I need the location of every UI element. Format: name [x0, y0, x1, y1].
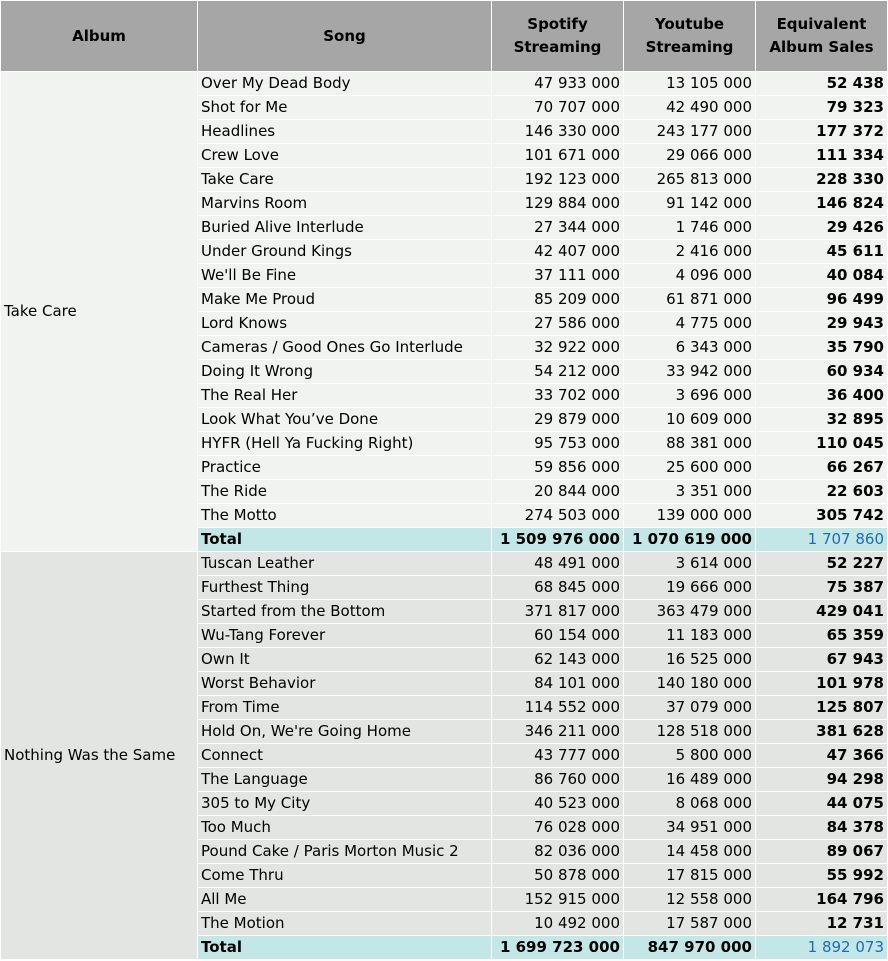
spotify-cell: 59 856 000 [492, 456, 624, 480]
song-cell: Look What You’ve Done [198, 408, 492, 432]
spotify-cell: 371 817 000 [492, 600, 624, 624]
eas-cell: 66 267 [756, 456, 888, 480]
song-cell: The Real Her [198, 384, 492, 408]
spotify-cell: 42 407 000 [492, 240, 624, 264]
spotify-cell: 70 707 000 [492, 96, 624, 120]
song-cell: Practice [198, 456, 492, 480]
song-cell: Pound Cake / Paris Morton Music 2 [198, 840, 492, 864]
total-youtube-cell: 1 070 619 000 [624, 528, 756, 552]
spotify-cell: 33 702 000 [492, 384, 624, 408]
eas-cell: 305 742 [756, 504, 888, 528]
spotify-cell: 114 552 000 [492, 696, 624, 720]
spotify-cell: 29 879 000 [492, 408, 624, 432]
spotify-cell: 146 330 000 [492, 120, 624, 144]
eas-cell: 45 611 [756, 240, 888, 264]
youtube-cell: 91 142 000 [624, 192, 756, 216]
song-cell: Under Ground Kings [198, 240, 492, 264]
song-cell: Doing It Wrong [198, 360, 492, 384]
song-cell: The Ride [198, 480, 492, 504]
song-cell: 305 to My City [198, 792, 492, 816]
song-cell: The Motion [198, 912, 492, 936]
spotify-cell: 152 915 000 [492, 888, 624, 912]
eas-cell: 47 366 [756, 744, 888, 768]
eas-cell: 164 796 [756, 888, 888, 912]
song-cell: Tuscan Leather [198, 552, 492, 576]
eas-cell: 111 334 [756, 144, 888, 168]
eas-cell: 36 400 [756, 384, 888, 408]
total-label-cell: Total [198, 936, 492, 960]
youtube-cell: 25 600 000 [624, 456, 756, 480]
youtube-cell: 11 183 000 [624, 624, 756, 648]
youtube-cell: 37 079 000 [624, 696, 756, 720]
youtube-cell: 6 343 000 [624, 336, 756, 360]
eas-cell: 52 227 [756, 552, 888, 576]
eas-cell: 79 323 [756, 96, 888, 120]
spotify-cell: 37 111 000 [492, 264, 624, 288]
youtube-cell: 1 746 000 [624, 216, 756, 240]
song-cell: HYFR (Hell Ya Fucking Right) [198, 432, 492, 456]
eas-cell: 29 426 [756, 216, 888, 240]
spotify-cell: 129 884 000 [492, 192, 624, 216]
song-cell: Too Much [198, 816, 492, 840]
spotify-cell: 10 492 000 [492, 912, 624, 936]
song-cell: Crew Love [198, 144, 492, 168]
youtube-cell: 10 609 000 [624, 408, 756, 432]
eas-cell: 110 045 [756, 432, 888, 456]
total-youtube-cell: 847 970 000 [624, 936, 756, 960]
header-row [1, 1, 888, 72]
spotify-cell: 95 753 000 [492, 432, 624, 456]
spotify-cell: 47 933 000 [492, 72, 624, 96]
youtube-cell: 42 490 000 [624, 96, 756, 120]
eas-cell: 22 603 [756, 480, 888, 504]
eas-cell: 35 790 [756, 336, 888, 360]
spotify-cell: 50 878 000 [492, 864, 624, 888]
album-name-cell: Nothing Was the Same [1, 552, 198, 960]
spotify-cell: 40 523 000 [492, 792, 624, 816]
spotify-cell: 76 028 000 [492, 816, 624, 840]
youtube-cell: 29 066 000 [624, 144, 756, 168]
youtube-cell: 3 351 000 [624, 480, 756, 504]
eas-cell: 101 978 [756, 672, 888, 696]
spotify-cell: 84 101 000 [492, 672, 624, 696]
spotify-cell: 82 036 000 [492, 840, 624, 864]
eas-cell: 125 807 [756, 696, 888, 720]
eas-cell: 177 372 [756, 120, 888, 144]
total-spotify-cell: 1 699 723 000 [492, 936, 624, 960]
eas-cell: 40 084 [756, 264, 888, 288]
youtube-cell: 16 525 000 [624, 648, 756, 672]
eas-cell: 146 824 [756, 192, 888, 216]
table-row [1, 552, 888, 576]
spotify-cell: 62 143 000 [492, 648, 624, 672]
eas-cell: 381 628 [756, 720, 888, 744]
spotify-cell: 85 209 000 [492, 288, 624, 312]
song-cell: Headlines [198, 120, 492, 144]
song-cell: Make Me Proud [198, 288, 492, 312]
header-eas: Equivalent Album Sales [756, 1, 888, 72]
youtube-cell: 3 614 000 [624, 552, 756, 576]
song-cell: The Motto [198, 504, 492, 528]
eas-cell: 29 943 [756, 312, 888, 336]
song-cell: Come Thru [198, 864, 492, 888]
spotify-cell: 54 212 000 [492, 360, 624, 384]
header-song: Song [198, 1, 492, 72]
total-spotify-cell: 1 509 976 000 [492, 528, 624, 552]
youtube-cell: 265 813 000 [624, 168, 756, 192]
table-row [1, 72, 888, 96]
song-cell: Buried Alive Interlude [198, 216, 492, 240]
eas-cell: 67 943 [756, 648, 888, 672]
eas-cell: 52 438 [756, 72, 888, 96]
eas-cell: 60 934 [756, 360, 888, 384]
eas-cell: 75 387 [756, 576, 888, 600]
eas-cell: 55 992 [756, 864, 888, 888]
youtube-cell: 243 177 000 [624, 120, 756, 144]
spotify-cell: 68 845 000 [492, 576, 624, 600]
youtube-cell: 4 775 000 [624, 312, 756, 336]
youtube-cell: 2 416 000 [624, 240, 756, 264]
spotify-cell: 20 844 000 [492, 480, 624, 504]
song-cell: Started from the Bottom [198, 600, 492, 624]
song-cell: From Time [198, 696, 492, 720]
song-cell: We'll Be Fine [198, 264, 492, 288]
youtube-cell: 12 558 000 [624, 888, 756, 912]
total-eas-cell: 1 892 073 [756, 936, 888, 960]
spotify-cell: 86 760 000 [492, 768, 624, 792]
eas-cell: 65 359 [756, 624, 888, 648]
spotify-cell: 27 586 000 [492, 312, 624, 336]
youtube-cell: 34 951 000 [624, 816, 756, 840]
youtube-cell: 88 381 000 [624, 432, 756, 456]
youtube-cell: 13 105 000 [624, 72, 756, 96]
eas-cell: 84 378 [756, 816, 888, 840]
total-label-cell: Total [198, 528, 492, 552]
song-cell: Lord Knows [198, 312, 492, 336]
eas-cell: 89 067 [756, 840, 888, 864]
youtube-cell: 363 479 000 [624, 600, 756, 624]
eas-cell: 96 499 [756, 288, 888, 312]
song-cell: All Me [198, 888, 492, 912]
spotify-cell: 192 123 000 [492, 168, 624, 192]
spotify-cell: 60 154 000 [492, 624, 624, 648]
song-cell: Furthest Thing [198, 576, 492, 600]
eas-cell: 429 041 [756, 600, 888, 624]
song-cell: Shot for Me [198, 96, 492, 120]
song-cell: Take Care [198, 168, 492, 192]
youtube-cell: 140 180 000 [624, 672, 756, 696]
total-eas-cell: 1 707 860 [756, 528, 888, 552]
song-cell: Wu-Tang Forever [198, 624, 492, 648]
song-cell: Worst Behavior [198, 672, 492, 696]
youtube-cell: 61 871 000 [624, 288, 756, 312]
spotify-cell: 48 491 000 [492, 552, 624, 576]
eas-cell: 32 895 [756, 408, 888, 432]
spotify-cell: 32 922 000 [492, 336, 624, 360]
youtube-cell: 17 587 000 [624, 912, 756, 936]
spotify-cell: 43 777 000 [492, 744, 624, 768]
spotify-cell: 27 344 000 [492, 216, 624, 240]
song-cell: Marvins Room [198, 192, 492, 216]
header-album: Album [1, 1, 198, 72]
song-cell: Hold On, We're Going Home [198, 720, 492, 744]
song-cell: Own It [198, 648, 492, 672]
youtube-cell: 33 942 000 [624, 360, 756, 384]
youtube-cell: 3 696 000 [624, 384, 756, 408]
youtube-cell: 5 800 000 [624, 744, 756, 768]
youtube-cell: 128 518 000 [624, 720, 756, 744]
youtube-cell: 16 489 000 [624, 768, 756, 792]
spotify-cell: 101 671 000 [492, 144, 624, 168]
youtube-cell: 4 096 000 [624, 264, 756, 288]
header-spotify: Spotify Streaming [492, 1, 624, 72]
youtube-cell: 14 458 000 [624, 840, 756, 864]
header-youtube: Youtube Streaming [624, 1, 756, 72]
youtube-cell: 8 068 000 [624, 792, 756, 816]
song-cell: The Language [198, 768, 492, 792]
eas-cell: 228 330 [756, 168, 888, 192]
spotify-cell: 274 503 000 [492, 504, 624, 528]
song-cell: Connect [198, 744, 492, 768]
youtube-cell: 19 666 000 [624, 576, 756, 600]
eas-cell: 44 075 [756, 792, 888, 816]
spotify-cell: 346 211 000 [492, 720, 624, 744]
youtube-cell: 17 815 000 [624, 864, 756, 888]
youtube-cell: 139 000 000 [624, 504, 756, 528]
album-name-cell: Take Care [1, 72, 198, 552]
song-cell: Cameras / Good Ones Go Interlude [198, 336, 492, 360]
song-cell: Over My Dead Body [198, 72, 492, 96]
eas-cell: 94 298 [756, 768, 888, 792]
eas-cell: 12 731 [756, 912, 888, 936]
